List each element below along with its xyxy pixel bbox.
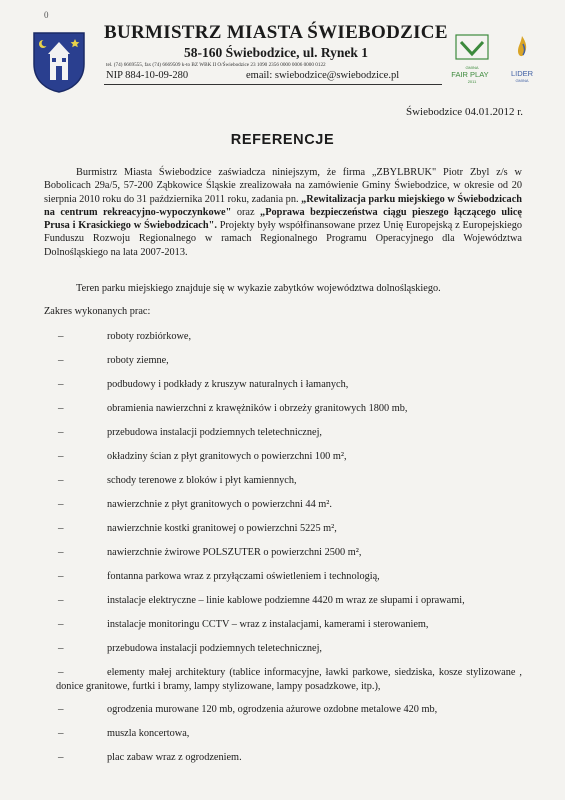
list-dash: – <box>58 402 64 414</box>
document-title: REFERENCJE <box>230 132 335 148</box>
paragraph-text-3: Projekty były współfinansowane przez Unię Europejską z Europejskiego Funduszu Rozwoju Regionalnego w ramach Regionalnego Programu Operacyjnego dla Województwa Dolnośląskiego na lata 2007-2013. <box>44 220 522 258</box>
list-item: okładziny ścian z płyt granitowych o powierzchni 100 m², <box>107 451 347 462</box>
list-item: przebudowa instalacji podziemnych teletechnicznej, <box>107 427 322 438</box>
list-item: muszla koncertowa, <box>107 728 190 739</box>
issuer-contact: tel. (74) 6669555, fax (74) 6669509 k-to BZ WBK II O/Świebodzice 23 1090 2356 0000 0006 0000 0122 <box>106 62 326 68</box>
list-dash: – <box>58 354 64 366</box>
issuer-email: email: swiebodzice@swiebodzice.pl <box>246 70 400 81</box>
list-dash: – <box>58 594 64 606</box>
issuer-nip: NIP 884-10-09-280 <box>106 70 189 81</box>
list-item: instalacje elektryczne – linie kablowe podziemne 4420 m wraz ze słupami i oprawami, <box>107 595 465 606</box>
issuer-title: BURMISTRZ MIASTA ŚWIEBODZICE <box>104 22 448 43</box>
city-crest-icon <box>30 30 88 94</box>
fair-play-logo <box>452 34 492 94</box>
fair-play-small: GMINA <box>465 65 479 70</box>
flame-icon <box>512 34 532 64</box>
list-dash: – <box>58 450 64 462</box>
lider-name: LIDER <box>510 69 534 78</box>
list-dash: – <box>58 546 64 558</box>
lider-sub: GMINA <box>515 78 529 83</box>
list-dash: – <box>58 751 64 763</box>
list-item: roboty rozbiórkowe, <box>107 331 192 342</box>
list-dash: – <box>58 570 64 582</box>
fair-play-year: 2011 <box>467 79 477 84</box>
list-dash: – <box>58 703 64 715</box>
list-item: obramienia nawierzchni z krawężników i obrzeży granitowych 1800 mb, <box>107 403 408 414</box>
list-item: podbudowy i podkłady z kruszyw naturalnych i łamanych, <box>107 379 349 390</box>
list-dash: – <box>58 727 64 739</box>
list-dash: – <box>58 474 64 486</box>
fair-play-name: FAIR PLAY <box>451 70 489 79</box>
list-dash: – <box>58 330 64 342</box>
paragraph-text-1: Burmistrz Miasta Świebodzice zaświadcza niniejszym, że firma „ZBYLBRUK" Piotr Zbyl z/s w Bobolicach 29a/5, 57-200 Ząbkowice Śląskie zrealizowała na zamówienie Gminy Świebodzice, w okresie od 20 sierpnia 2010 roku do 31 października 2011 roku, zadania pn. <box>44 167 522 205</box>
list-dash: – <box>58 666 64 678</box>
document-date: Świebodzice 04.01.2012 r. <box>405 106 523 118</box>
list-item: ogrodzenia murowane 120 mb, ogrodzenia ażurowe ozdobne metalowe 420 mb, <box>107 704 438 715</box>
list-item: nawierzchnie z płyt granitowych o powierzchni 44 m². <box>107 499 332 510</box>
fair-play-check-icon <box>455 34 489 60</box>
list-item: elementy małej architektury (tablice informacyjne, ławki parkowe, siedziska, kosze stylizowane , donice granitowe, furtki i bramy, lampy stylizowane, lampy posadzkowe, itp.), <box>56 667 522 692</box>
list-dash: – <box>58 426 64 438</box>
list-item: fontanna parkowa wraz z przyłączami oświetleniem i technologią, <box>107 571 380 582</box>
project-name-1: „Rewitalizacja parku miejskiego w Świebodzicach na centrum rekreacyjno-wypoczynkowe" <box>44 193 522 218</box>
heritage-paragraph: Teren parku miejskiego znajduje się w wykazie zabytków województwa dolnośląskiego. <box>76 283 441 294</box>
list-dash: – <box>58 642 64 654</box>
issuer-address: 58-160 Świebodzice, ul. Rynek 1 <box>184 45 369 60</box>
list-dash: – <box>58 522 64 534</box>
list-item: plac zabaw wraz z ogrodzeniem. <box>107 752 242 763</box>
list-dash: – <box>58 618 64 630</box>
corner-mark: 0 <box>44 10 49 20</box>
list-item: przebudowa instalacji podziemnych teletechnicznej, <box>107 643 322 654</box>
list-item: instalacje monitoringu CCTV – wraz z instalacjami, kamerami i sterowaniem, <box>107 619 429 630</box>
list-item: roboty ziemne, <box>107 355 169 366</box>
list-dash: – <box>58 498 64 510</box>
list-dash: – <box>58 378 64 390</box>
reference-paragraph <box>44 166 522 259</box>
lider-logo <box>504 34 540 92</box>
header-divider <box>104 84 442 85</box>
paragraph-text-2: oraz <box>231 206 261 218</box>
list-item: nawierzchnie kostki granitowej o powierzchni 5225 m², <box>107 523 337 534</box>
list-item: schody terenowe z bloków i płyt kamiennych, <box>107 475 297 486</box>
project-name-2: „Poprawa bezpieczeństwa ciągu pieszego łączącego ulicę Prusa i Krasickiego w Świebodzicach". <box>44 206 522 232</box>
scope-label: Zakres wykonanych prac: <box>44 306 151 317</box>
list-item: nawierzchnie żwirowe POLSZUTER o powierzchni 2500 m², <box>107 547 362 558</box>
